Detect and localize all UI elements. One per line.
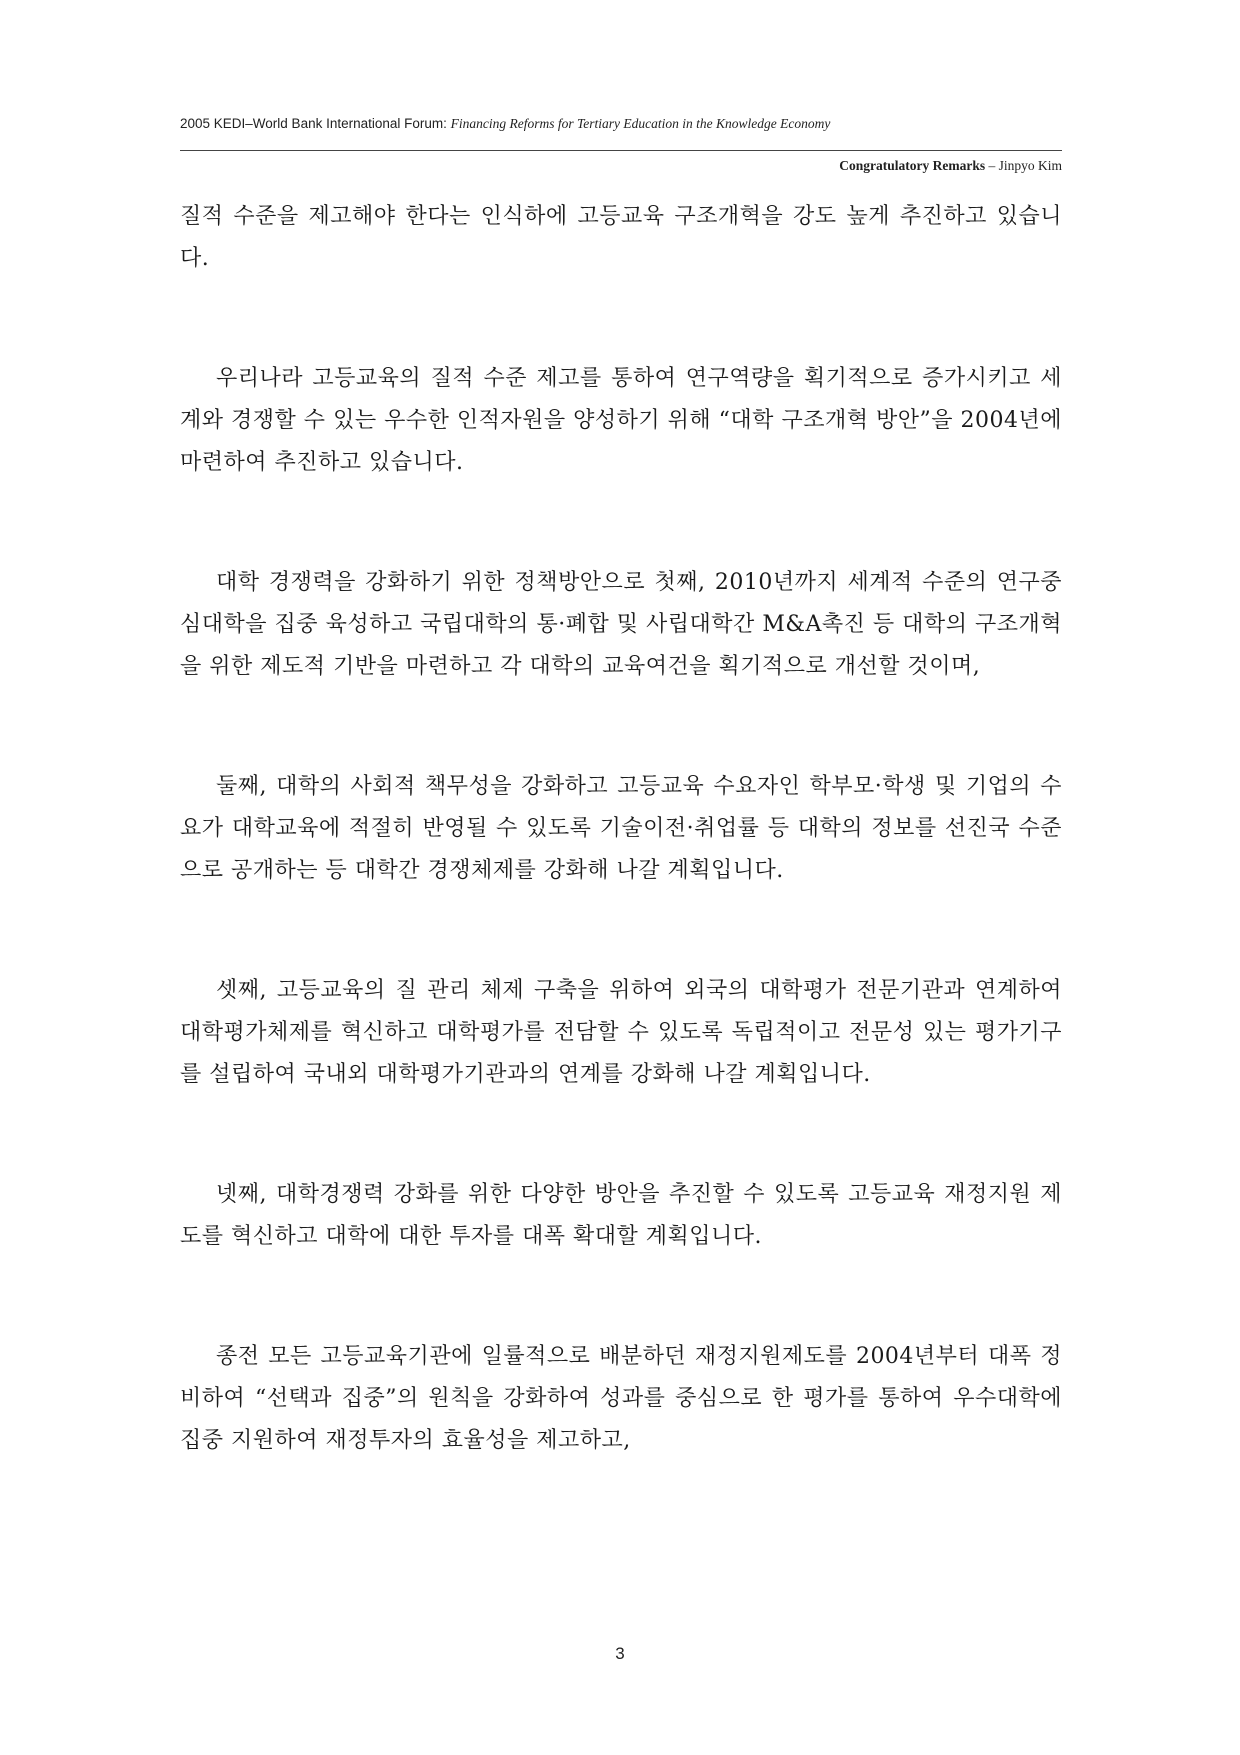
paragraph: 우리나라 고등교육의 질적 수준 제고를 통하여 연구역량을 획기적으로 증가시키고 세계와 경쟁할 수 있는 우수한 인적자원을 양성하기 위해 “대학 구조개혁 방안”을 2004년에 마련하여 추진하고 있습니다. bbox=[180, 366, 1062, 475]
paragraph: 대학 경쟁력을 강화하기 위한 정책방안으로 첫째, 2010년까지 세계적 수준의 연구중심대학을 집중 육성하고 국립대학의 통·폐합 및 사립대학간 M&A촉진 등 대학의 구조개혁을 위한 제도적 기반을 마련하고 각 대학의 교육여건을 획기적으로 개선할 것이며, bbox=[180, 570, 1062, 679]
paragraph: 셋째, 고등교육의 질 관리 체제 구축을 위하여 외국의 대학평가 전문기관과 연계하여 대학평가체제를 혁신하고 대학평가를 전담할 수 있도록 독립적이고 전문성 있는 평가기구를 설립하여 국내외 대학평가기관과의 연계를 강화해 나갈 계획입니다. bbox=[180, 978, 1062, 1087]
section-label bbox=[839, 158, 1062, 174]
paragraph: 질적 수준을 제고해야 한다는 인식하에 고등교육 구조개혁을 강도 높게 추진하고 있습니다. bbox=[180, 204, 1062, 271]
running-header bbox=[180, 116, 1060, 132]
page-number: 3 bbox=[615, 1644, 625, 1663]
section-author: – Jinpyo Kim bbox=[985, 158, 1062, 173]
paragraph: 넷째, 대학경쟁력 강화를 위한 다양한 방안을 추진할 수 있도록 고등교육 재정지원 제도를 혁신하고 대학에 대한 투자를 대폭 확대할 계획입니다. bbox=[180, 1182, 1062, 1249]
forum-subtitle: Financing Reforms for Tertiary Education in the Knowledge Economy bbox=[450, 116, 831, 131]
body-text bbox=[180, 196, 1062, 1462]
paragraph: 종전 모든 고등교육기관에 일률적으로 배분하던 재정지원제도를 2004년부터 대폭 정비하여 “선택과 집중”의 원칙을 강화하여 성과를 중심으로 한 평가를 통하여 우수대학에 집중 지원하여 재정투자의 효율성을 제고하고, bbox=[180, 1344, 1062, 1453]
paragraph: 둘째, 대학의 사회적 책무성을 강화하고 고등교육 수요자인 학부모·학생 및 기업의 수요가 대학교육에 적절히 반영될 수 있도록 기술이전·취업률 등 대학의 정보를 선진국 수준으로 공개하는 등 대학간 경쟁체제를 강화해 나갈 계획입니다. bbox=[180, 774, 1062, 883]
header-divider bbox=[180, 150, 1062, 151]
forum-title: 2005 KEDI–World Bank International Forum: bbox=[180, 116, 447, 131]
section-title: Congratulatory Remarks bbox=[839, 158, 986, 173]
